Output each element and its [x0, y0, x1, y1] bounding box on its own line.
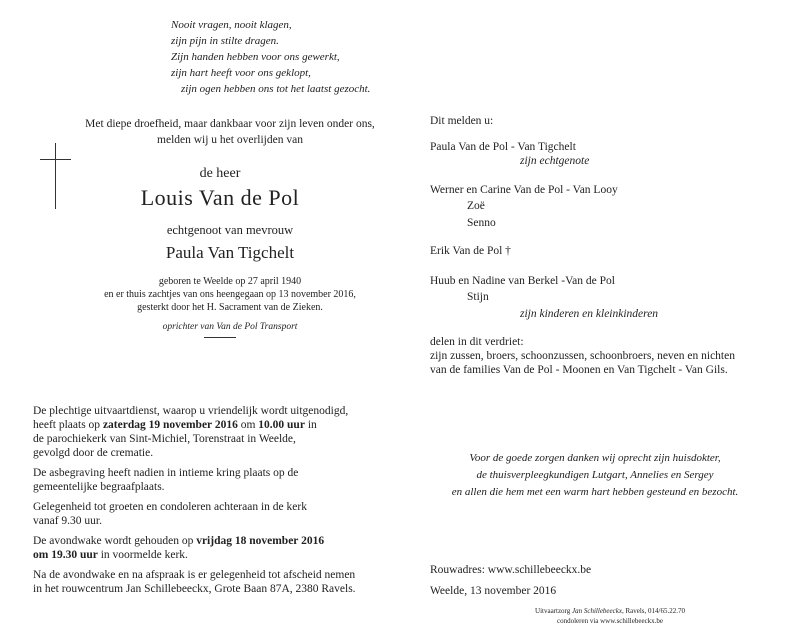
grandchild: Stijn: [467, 291, 489, 303]
farewell-paragraph: [33, 568, 356, 596]
family-member: Werner en Carine Van de Pol - Van Looy: [430, 184, 618, 196]
share-line: van de families Van de Pol - Moonen en Van Tigchelt - Van Gils.: [430, 364, 728, 376]
divider: [204, 337, 236, 338]
founder-line: oprichter van Van de Pol Transport: [162, 322, 298, 332]
born-line: geboren te Weelde op 27 april 1940: [158, 276, 302, 287]
text-span: De avondwake wordt gehouden op: [33, 535, 197, 547]
text-line: gemeentelijke begraafplaats.: [33, 481, 165, 493]
cross-icon: [55, 143, 56, 209]
text-line: Gelegenheid tot groeten en condoleren achteraan in de kerk: [33, 501, 307, 513]
poem-line: zijn pijn in stilte dragen.: [171, 35, 279, 47]
text-span: Uitvaartzorg: [535, 607, 573, 615]
poem-line: zijn hart heeft voor ons geklopt,: [171, 67, 311, 79]
thanks-line: en allen die hem met een warm hart hebben gesteund en bezocht.: [451, 486, 739, 498]
family-member: Huub en Nadine van Berkel -Van de Pol: [430, 275, 615, 287]
spouse-label: echtgenoot van mevrouw: [166, 223, 294, 237]
died-line: en er thuis zachtjes van ons heengegaan op 13 november 2016,: [104, 289, 356, 300]
thanks-line: Voor de goede zorgen danken wij oprecht zijn huisdokter,: [469, 452, 721, 464]
family-role: zijn echtgenote: [520, 155, 590, 167]
text-span: in: [304, 419, 317, 431]
text-line: De asbegraving heeft nadien in intieme kring plaats op de: [33, 467, 299, 479]
poem: [171, 17, 370, 97]
deceased-name: Louis Van de Pol: [140, 185, 300, 210]
birth-death-info: [40, 275, 420, 314]
text-line: condoleren via www.schillebeeckx.be: [556, 617, 664, 625]
poem-line: Nooit vragen, nooit klagen,: [171, 19, 292, 31]
text-line: gevolgd door de crematie.: [33, 447, 154, 459]
share-line: delen in dit verdriet:: [430, 336, 524, 348]
text-span: in voormelde kerk.: [97, 549, 188, 561]
thanks-block: [430, 450, 760, 501]
wake-date: vrijdag 18 november 2016: [196, 535, 325, 547]
text-line: vanaf 9.30 uur.: [33, 515, 102, 527]
funeral-time: 10.00 uur: [258, 419, 305, 431]
text-span: , Ravels, 014/65.22.70: [621, 607, 685, 615]
intro-line: Met diepe droefheid, maar dankbaar voor zijn leven onder ons,: [85, 118, 375, 130]
intro: [40, 116, 420, 148]
funeral-date: zaterdag 19 november 2016: [102, 419, 238, 431]
wake-paragraph: [33, 534, 324, 562]
text-line: [33, 418, 348, 432]
text-line: in het rouwcentrum Jan Schillebeeckx, Grote Baan 87A, 2380 Ravels.: [33, 583, 356, 595]
text-line: De plechtige uitvaartdienst, waarop u vriendelijk wordt uitgenodigd,: [33, 405, 349, 417]
funeral-home-name: Jan Schillebeeckx: [572, 607, 622, 615]
family-member: Erik Van de Pol †: [430, 245, 511, 257]
poem-line: Zijn handen hebben voor ons gewerkt,: [171, 51, 340, 63]
family-header: Dit melden u:: [430, 115, 494, 127]
text-line: Na de avondwake en na afspraak is er gelegenheid tot afscheid nemen: [33, 569, 356, 581]
sacrament-line: gesterkt door het H. Sacrament van de Zieken.: [137, 302, 323, 313]
text-span: heeft plaats op: [33, 419, 103, 431]
thanks-line: de thuisverpleegkundigen Lutgart, Annelies en Sergey: [476, 469, 714, 481]
family-member: Paula Van de Pol - Van Tigchelt: [430, 141, 576, 153]
place-date: Weelde, 13 november 2016: [430, 585, 557, 597]
deceased-title: de heer: [199, 166, 241, 181]
grandchild: Senno: [467, 217, 496, 229]
cross-icon-bar: [40, 159, 71, 160]
funeral-paragraph: [33, 404, 348, 460]
wake-time: om 19.30 uur: [33, 549, 98, 561]
burial-paragraph: [33, 466, 298, 494]
text-line: [33, 548, 324, 562]
text-line: de parochiekerk van Sint-Michiel, Torenstraat in Weelde,: [33, 433, 296, 445]
spouse-name: Paula Van Tigchelt: [165, 243, 295, 262]
grandchild: Zoë: [467, 200, 485, 212]
share-line: zijn zussen, broers, schoonzussen, schoonbroers, neven en nichten: [430, 350, 735, 362]
poem-line: zijn ogen hebben ons tot het laatst gezocht.: [181, 83, 371, 95]
text-line: [33, 534, 324, 548]
text-span: om: [237, 419, 259, 431]
intro-line: melden wij u het overlijden van: [157, 134, 303, 146]
rouwadres: Rouwadres: www.schillebeeckx.be: [430, 564, 592, 576]
condolence-paragraph: [33, 500, 307, 528]
family-role: zijn kinderen en kleinkinderen: [520, 308, 659, 320]
funeral-home-note: [500, 606, 720, 626]
text-line: [500, 606, 720, 616]
